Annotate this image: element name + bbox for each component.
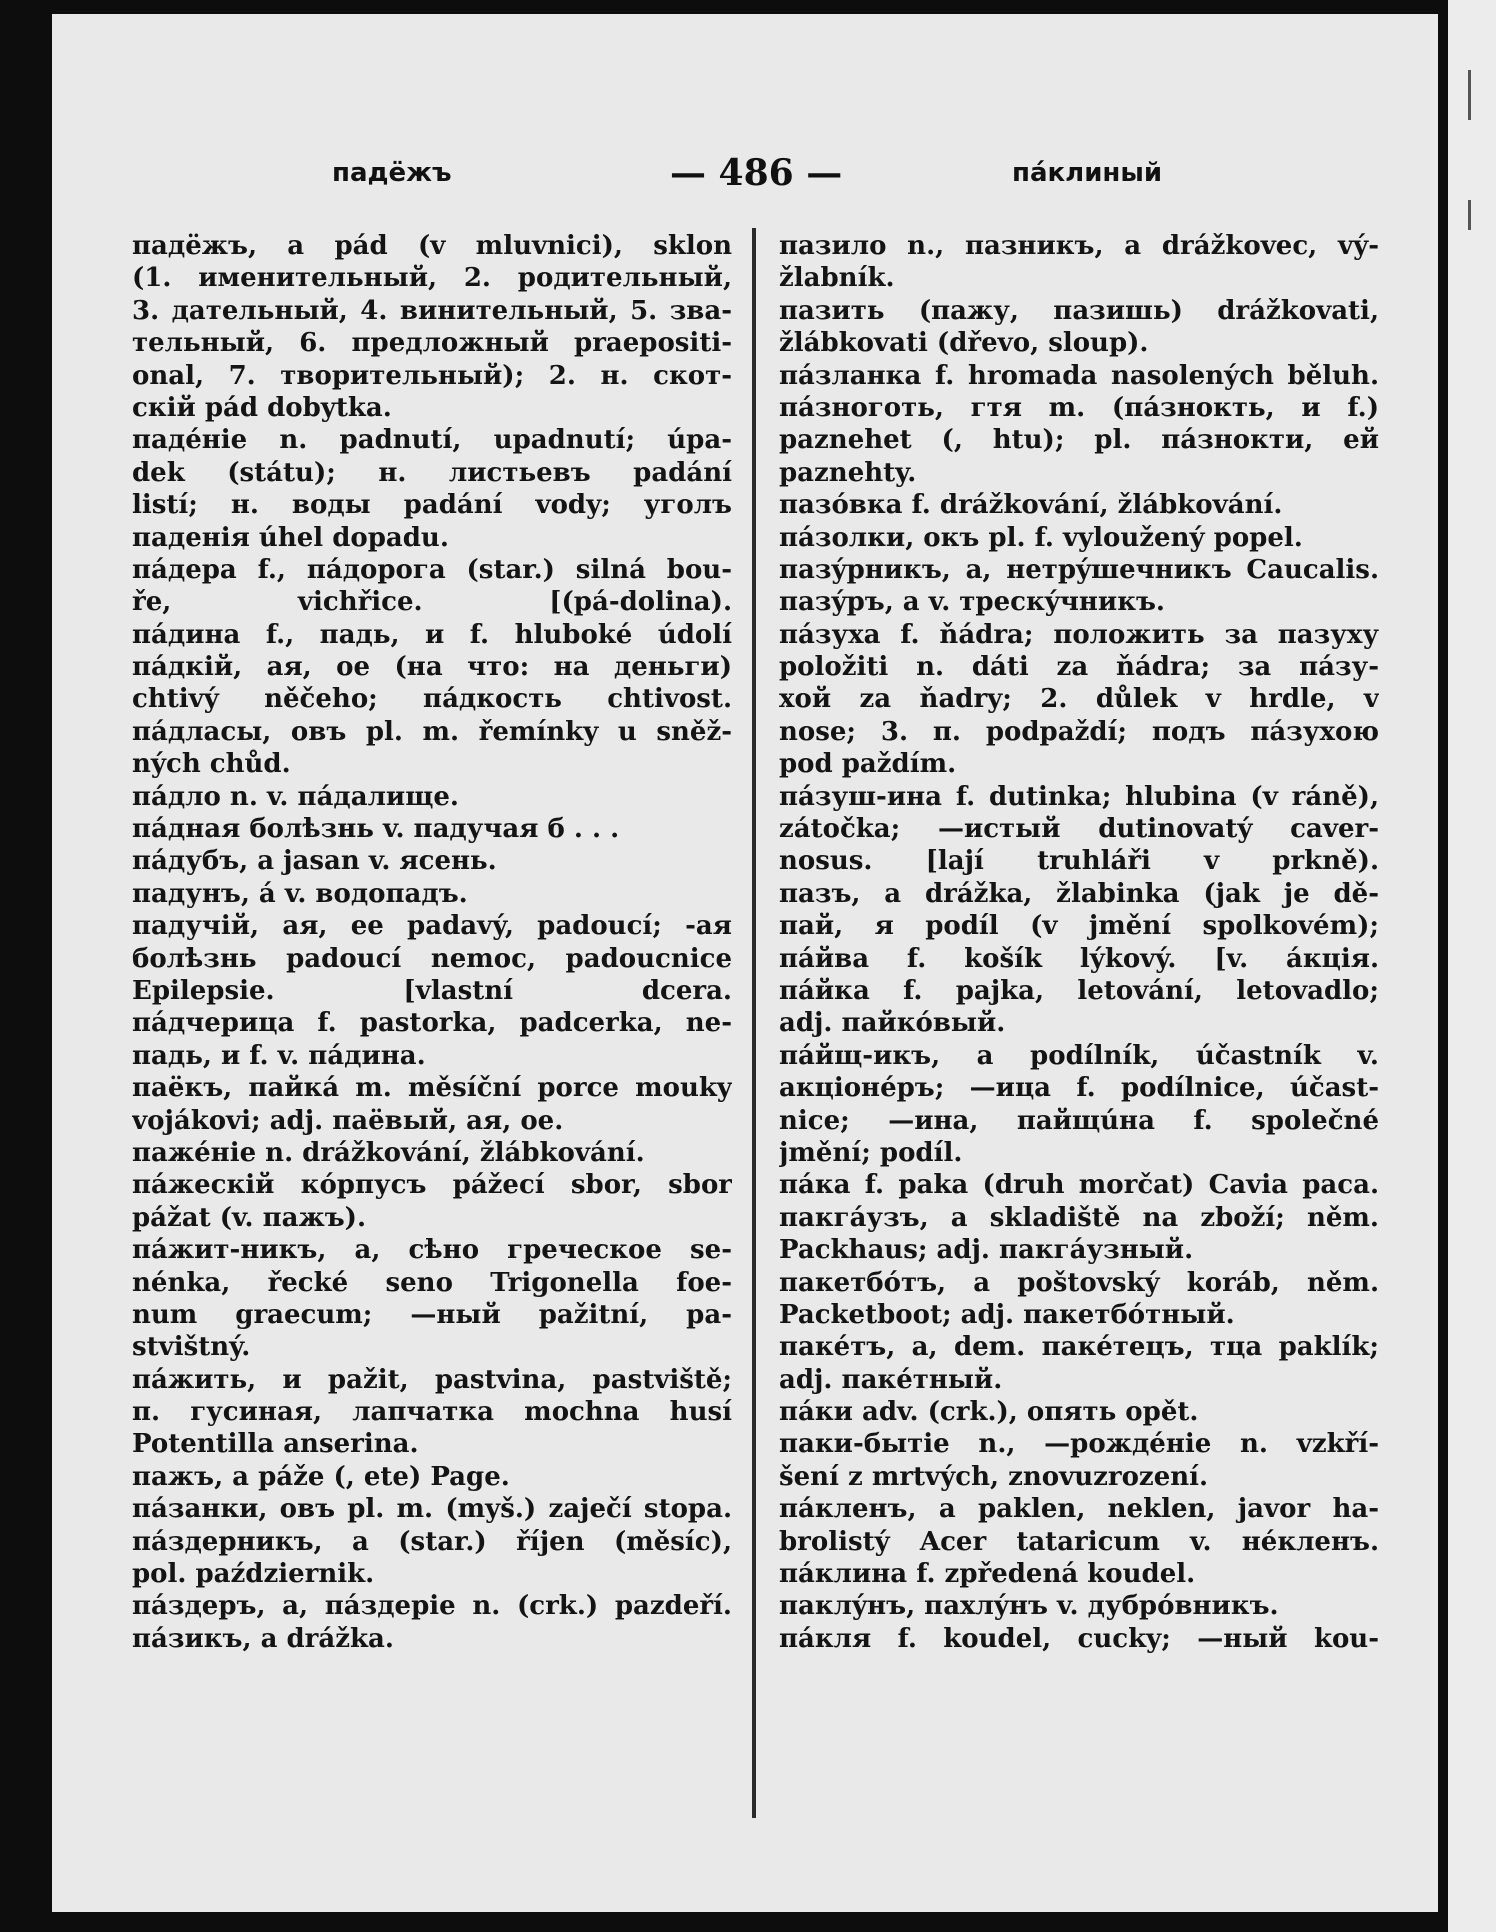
dictionary-line: тельный, 6. предложный praepositi-: [132, 328, 732, 359]
dictionary-line: скій pád dobytka.: [132, 392, 392, 423]
dictionary-line: Potentilla anserina.: [132, 1429, 419, 1460]
dictionary-line: пáдло n. v. пáдалище.: [132, 781, 459, 812]
dictionary-line: хой za ňadry; 2. důlek v hrdle, v: [779, 684, 1379, 715]
dictionary-line: adj. пайкóвый.: [779, 1008, 1006, 1039]
dictionary-line: пáжить, и pažit, pastvina, pastviště;: [132, 1364, 732, 1395]
dictionary-line: пáдкій, ая, ое (на что: на деньги): [132, 652, 732, 683]
dictionary-line: pod paždím.: [779, 749, 957, 780]
dictionary-line: падунъ, á v. водопадъ.: [132, 878, 468, 909]
dictionary-line: падёжъ, а pád (v mluvnici), sklon: [132, 231, 732, 261]
dictionary-line: dek (státu); н. листьевъ padání: [132, 457, 732, 488]
dictionary-line: Packetboot; adj. пакетбóтный.: [779, 1299, 1235, 1330]
header-right-word: пáклиный: [1012, 158, 1163, 188]
dictionary-line: пакетбóтъ, а poštovský koráb, něm.: [779, 1267, 1379, 1298]
running-head: [52, 152, 1438, 202]
dictionary-line: onal, 7. творительный); 2. н. скот-: [132, 360, 732, 391]
dictionary-line: žlábkovati (dřevo, sloup).: [779, 328, 1149, 359]
dictionary-line: vojákovi; adj. паёвый, ая, ое.: [132, 1105, 564, 1136]
adjacent-page-edge: [1448, 0, 1496, 1932]
dictionary-line: пáздеръ, а, пáздеріе n. (crk.) pazdeří.: [132, 1591, 732, 1622]
page-number: — 486 —: [670, 152, 843, 194]
dictionary-line: пазило n., пазникъ, а drážkovec, vý-: [779, 231, 1379, 261]
dictionary-line: пазить (пажу, пазишь) drážkovati,: [779, 295, 1379, 326]
right-column: [779, 230, 1379, 1655]
dictionary-line: пáдера f., пáдорога (star.) silná bou-: [132, 554, 732, 585]
dictionary-line: nénka, řecké seno Trigonella foe-: [132, 1267, 732, 1298]
dictionary-line: пакгáузъ, а skladiště na zboží; něm.: [779, 1202, 1379, 1233]
dictionary-line: paznehet (, htu); pl. пáзнокти, ей: [779, 425, 1379, 456]
dictionary-line: paznehty.: [779, 457, 917, 488]
dictionary-line: пáйщ-икъ, а podílník, účastník v.: [779, 1040, 1379, 1071]
dictionary-line: šení z mrtvých, znovuzrození.: [779, 1461, 1209, 1492]
dictionary-line: паёкъ, пайкá m. měsíční porce mouky: [132, 1073, 732, 1104]
dictionary-line: пáзанки, овъ pl. m. (myš.) zaječí stopa.: [132, 1494, 732, 1525]
left-column: [132, 230, 732, 1655]
dictionary-line: пáйка f. pajka, letování, letovadlo;: [779, 975, 1379, 1006]
dictionary-line: пáки adv. (crk.), опять opět.: [779, 1397, 1199, 1428]
dictionary-line: пáдубъ, а jasan v. ясень.: [132, 846, 497, 877]
dictionary-line: ře, vichřice. [(pá-dolina).: [132, 587, 732, 618]
dictionary-line: пáзикъ, а drážka.: [132, 1623, 394, 1654]
dictionary-line: пазýрникъ, а, нетрýшечникъ Caucalis.: [779, 554, 1379, 585]
dictionary-line: stvištný.: [132, 1332, 251, 1363]
dictionary-line: пáзноготь, гтя m. (пáзнокть, и f.): [779, 392, 1379, 423]
dictionary-line: zátočka; —истый dutinovatý caver-: [779, 814, 1379, 845]
dictionary-line: пáзуха f. ňádra; положить за пазуху: [779, 619, 1379, 650]
dictionary-line: п. гусиная, лапчатка mochna husí: [132, 1397, 732, 1428]
dictionary-line: пазóвка f. drážkování, žlábkování.: [779, 490, 1283, 521]
dictionary-line: болѣзнь padoucí nemoc, padoucnice: [132, 943, 732, 974]
dictionary-line: listí; н. воды padání vody; уголъ: [132, 490, 732, 521]
dictionary-line: položiti n. dáti za ňádra; за пáзу-: [779, 652, 1379, 683]
dictionary-line: пáдчерица f. pastorka, padcerka, ne-: [132, 1008, 732, 1039]
dictionary-line: пáздерникъ, а (star.) říjen (měsíc),: [132, 1526, 732, 1557]
dictionary-line: Packhaus; adj. пакгáузный.: [779, 1235, 1194, 1266]
dictionary-line: пáзланка f. hromada nasolených běluh.: [779, 360, 1379, 391]
dictionary-line: num graecum; —ный pažitní, pa-: [132, 1299, 732, 1330]
dictionary-line: пáзолки, окъ pl. f. vyloužený popel.: [779, 522, 1303, 553]
dictionary-line: пáдная болѣзнь v. падучая б . . .: [132, 814, 620, 845]
dictionary-line: пáклина f. zpředená koudel.: [779, 1559, 1196, 1590]
dictionary-line: (1. именительный, 2. родительный,: [132, 263, 732, 294]
dictionary-line: пáзуш-ина f. dutinka; hlubina (v ráně),: [779, 781, 1379, 812]
dictionary-line: pážat (v. пажъ).: [132, 1202, 367, 1233]
dictionary-line: пажéніе n. drážkování, žlábkování.: [132, 1137, 645, 1168]
dictionary-line: падучій, ая, ее padavý, padoucí; -ая: [132, 911, 732, 942]
dictionary-line: падéніе n. padnutí, upadnutí; úpa-: [132, 425, 732, 456]
dictionary-line: паклýнъ, пахлýнъ v. дубрóвникъ.: [779, 1591, 1279, 1622]
dictionary-line: пакéтъ, а, dem. пакéтецъ, тца paklík;: [779, 1332, 1379, 1363]
dictionary-line: Epilepsie. [vlastní dcera.: [132, 975, 732, 1006]
dictionary-line: пáдласы, овъ pl. m. řemínky u sněž-: [132, 716, 732, 747]
dictionary-line: пажъ, а páže (, ete) Page.: [132, 1461, 510, 1492]
dictionary-line: nosus. [lají truhláři v prkně).: [779, 846, 1379, 877]
dictionary-line: пазъ, а drážka, žlabinka (jak je dě-: [779, 878, 1379, 909]
dictionary-line: пай, я podíl (v jmění spolkovém);: [779, 911, 1379, 942]
dictionary-line: акціонéръ; —ица f. podílnice, účast-: [779, 1073, 1379, 1104]
column-divider: [752, 228, 756, 1818]
dictionary-line: паки-бытіе n., —рождéніе n. vzkří-: [779, 1429, 1379, 1460]
dictionary-line: пáкленъ, а paklen, neklen, javor ha-: [779, 1494, 1379, 1525]
dictionary-line: пáка f. paka (druh morčat) Cavia paca.: [779, 1170, 1379, 1201]
dictionary-line: ných chůd.: [132, 749, 291, 780]
dictionary-line: пáжит-никъ, а, сѣно греческое se-: [132, 1235, 732, 1266]
dictionary-line: pol. październik.: [132, 1559, 375, 1590]
dictionary-page: [52, 14, 1438, 1912]
dictionary-line: jmění; podíl.: [779, 1137, 963, 1168]
dictionary-line: brolistý Acer tataricum v. нéкленъ.: [779, 1526, 1379, 1557]
dictionary-line: nice; —ина, пайщúна f. společné: [779, 1105, 1379, 1136]
dictionary-line: пáкля f. koudel, cucky; —ный kou-: [779, 1623, 1379, 1654]
dictionary-line: падь, и f. v. пáдина.: [132, 1040, 426, 1071]
dictionary-line: žlabník.: [779, 263, 895, 294]
dictionary-line: 3. дательный, 4. винительный, 5. зва-: [132, 295, 732, 326]
dictionary-line: nose; 3. п. podpaždí; подъ пáзухою: [779, 716, 1379, 747]
dictionary-line: пáжескій кóрпусъ pážecí sbor, sbor: [132, 1170, 732, 1201]
header-left-word: падёжъ: [332, 158, 452, 188]
dictionary-line: паденія úhel dopadu.: [132, 522, 449, 553]
dictionary-line: пáйва f. košík lýkový. [v. áкція.: [779, 943, 1379, 974]
dictionary-line: пазýръ, а v. трескýчникъ.: [779, 587, 1165, 618]
dictionary-line: adj. пакéтный.: [779, 1364, 1003, 1395]
dictionary-line: chtivý něčeho; пáдкость chtivost.: [132, 684, 732, 715]
dictionary-line: пáдина f., падь, и f. hluboké údolí: [132, 619, 732, 650]
